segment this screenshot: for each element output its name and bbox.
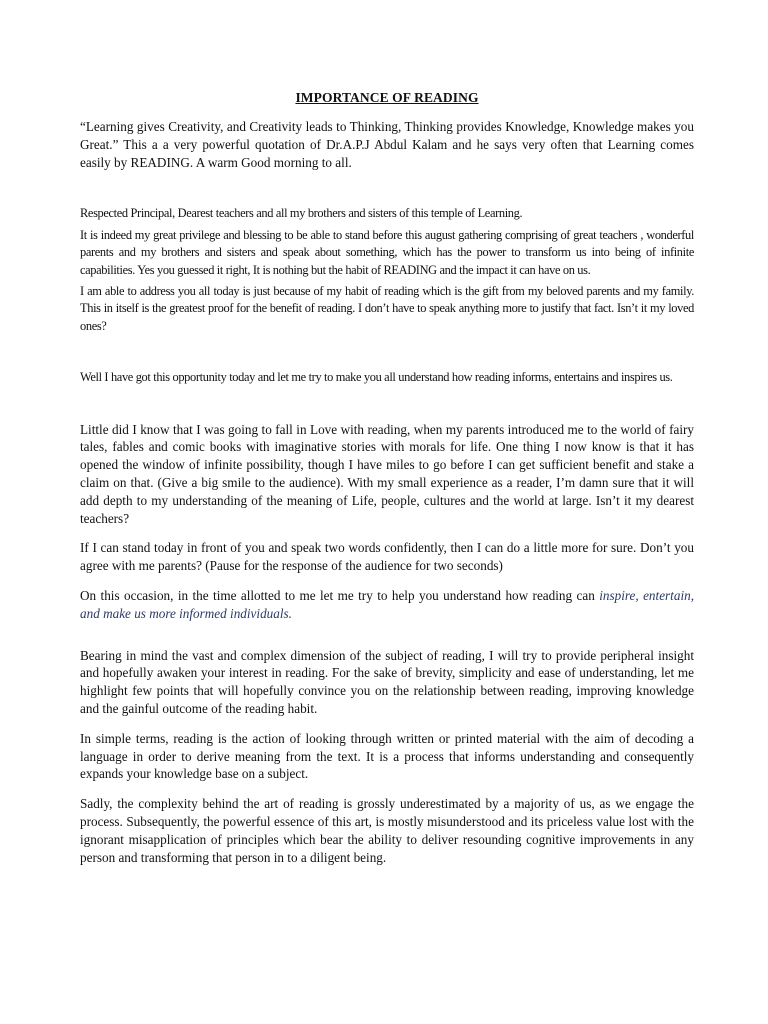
paragraph-occasion bbox=[80, 587, 694, 623]
paragraph-habit: I am able to address you all today is just because of my habit of reading which is the gift from my beloved parents and my family. This in itself is the greatest proof for the benefit of reading. I don’t have to speak anything more to justify that fact. Isn’t it my loved ones? bbox=[80, 284, 694, 333]
paragraph-privilege: It is indeed my great privilege and blessing to be able to stand before this august gathering comprising of great teachers , wonderful parents and my brothers and sisters and speak about something, which has the power to transform us into being of infinite capabilities. Yes you guessed it right, It is nothing but the habit of READING and the impact it can have on us. bbox=[80, 227, 694, 277]
paragraph-simple-terms: In simple terms, reading is the action of looking through written or printed material with the aim of decoding a language in order to derive meaning from the text. It is a process that informs understanding and consequently expands your knowledge base on a subject. bbox=[80, 730, 694, 782]
paragraph-love-reading: Little did I know that I was going to fall in Love with reading, when my parents introduced me to the world of fairy tales, fables and comic books with imaginative stories with morals for life. One thing I now know is that it has opened the window of infinite possibility, though I have miles to go before I can get sufficient benefit and stake a claim on that. (Give a big smile to the audience). With my small experience as a reader, I’m damn sure that it will add depth to my understanding of the meaning of Life, people, cultures and the world at large. Isn’t it my dearest teachers? bbox=[80, 421, 694, 526]
page-title: IMPORTANCE OF READING bbox=[295, 90, 479, 105]
paragraph-opportunity: Well I have got this opportunity today and let me try to make you all understand how reading informs, entertains and inspires us. bbox=[80, 370, 673, 385]
paragraph-sadly: Sadly, the complexity behind the art of reading is grossly underestimated by a majority of us, as we engage the process. Subsequently, the powerful essence of this art, is mostly misunderstood and its priceless value lost with the ignorant misapplication of principles which bear the ability to deliver resounding cognitive improvements in any person and transforming that person in to a diligent being. bbox=[80, 796, 694, 865]
quote-paragraph: “Learning gives Creativity, and Creativity leads to Thinking, Thinking provides Knowledge, Knowledge makes you Great.” This a a very powerful quotation of Dr.A.P.J Abdul Kalam and he says very often that Learning comes easily by READING. A warm Good morning to all. bbox=[80, 119, 694, 170]
paragraph-stand-today: If I can stand today in front of you and speak two words confidently, then I can do a little more for sure. Don’t you agree with me parents? (Pause for the response of the audience for two seconds) bbox=[80, 540, 694, 574]
paragraph-bearing-in-mind: Bearing in mind the vast and complex dimension of the subject of reading, I will try to provide peripheral insight and hopefully awaken your interest in reading. For the sake of brevity, simplicity and ease of understanding, let me highlight few points that will hopefully convince you on the relationship between reading, improving knowledge and the gainful outcome of the reading habit. bbox=[80, 647, 694, 716]
greeting-paragraph: Respected Principal, Dearest teachers and all my brothers and sisters of this temple of Learning. bbox=[80, 206, 523, 221]
occasion-lead-text: On this occasion, in the time allotted to me let me try to help you understand how reading can bbox=[80, 588, 600, 604]
occasion-accent-text: inspire, entertain, and make us more informed individuals. bbox=[80, 588, 694, 621]
